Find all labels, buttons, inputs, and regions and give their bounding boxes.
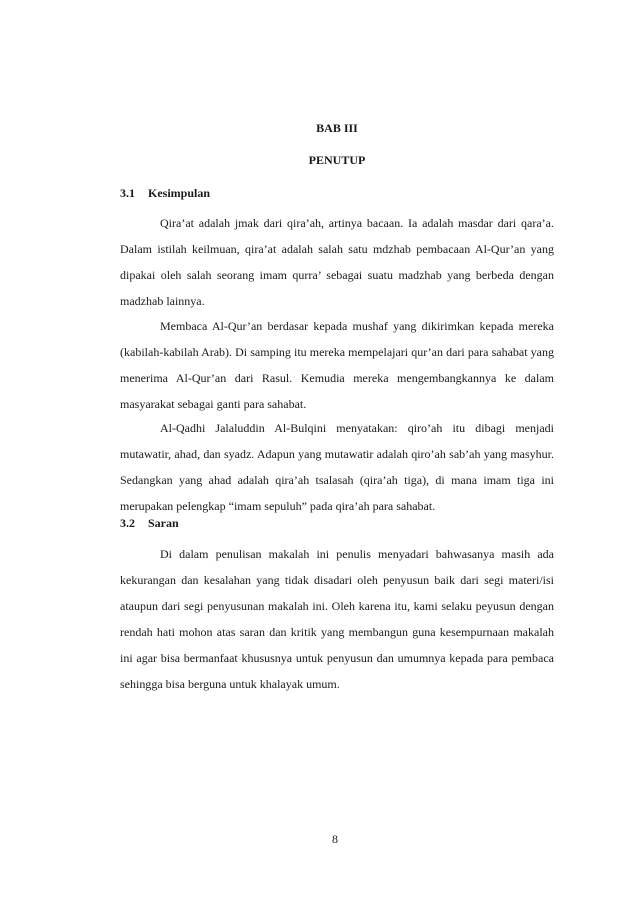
paragraph: Al-Qadhi Jalaluddin Al-Bulqini menyatakan: qiro’ah itu dibagi menjadi mutawatir, ahad, dan syadz. Adapun yang mutawatir adalah qiro’ah sab’ah yang masyhur. Sedangkan yang ahad adalah qira’ah tsalasah (qira’ah tiga), di mana imam tiga ini merupakan pelengkap “imam sepuluh” pada qira’ah para sahabat. [120, 421, 554, 513]
paragraph: Di dalam penulisan makalah ini penulis menyadari bahwasanya masih ada kekurangan dan kesalahan yang tidak disadari oleh penyusun baik dari segi materi/isi ataupun dari segi penyusunan makalah ini. Oleh karena itu, kami selaku peyusun dengan rendah hati mohon atas saran dan kritik yang membangun guna kesempurnaan makalah ini agar bisa bermanfaat khususnya untuk penyusun dan umumnya kepada para pembaca sehingga bisa berguna untuk khalayak umum. [120, 547, 554, 691]
chapter-title: PENUTUP [308, 153, 366, 167]
section-number: 3.2 [120, 516, 135, 530]
page-number: 8 [332, 832, 338, 846]
section-heading-saran [120, 516, 179, 531]
section-number: 3.1 [120, 186, 135, 200]
section-heading-kesimpulan [120, 186, 210, 201]
paragraph: Membaca Al-Qur’an berdasar kepada mushaf yang dikirimkan kepada mereka (kabilah-kabilah Arab). Di samping itu mereka mempelajari qur’an dari para sahabat yang menerima Al-Qur’an dari Rasul. Kemudia mereka mengembangkannya ke dalam masyarakat sebagai ganti para sahabat. [120, 319, 554, 411]
paragraph: Qira’at adalah jmak dari qira’ah, artinya bacaan. Ia adalah masdar dari qara’a. Dalam istilah keilmuan, qira’at adalah salah satu mdzhab pembacaan Al-Qur’an yang dipakai oleh salah seorang imam qurra’ sebagai suatu madzhab yang berbeda dengan madzhab lainnya. [120, 216, 554, 308]
section-title: Kesimpulan [148, 186, 211, 200]
section-title: Saran [148, 516, 179, 530]
chapter-number: BAB III [316, 121, 358, 135]
